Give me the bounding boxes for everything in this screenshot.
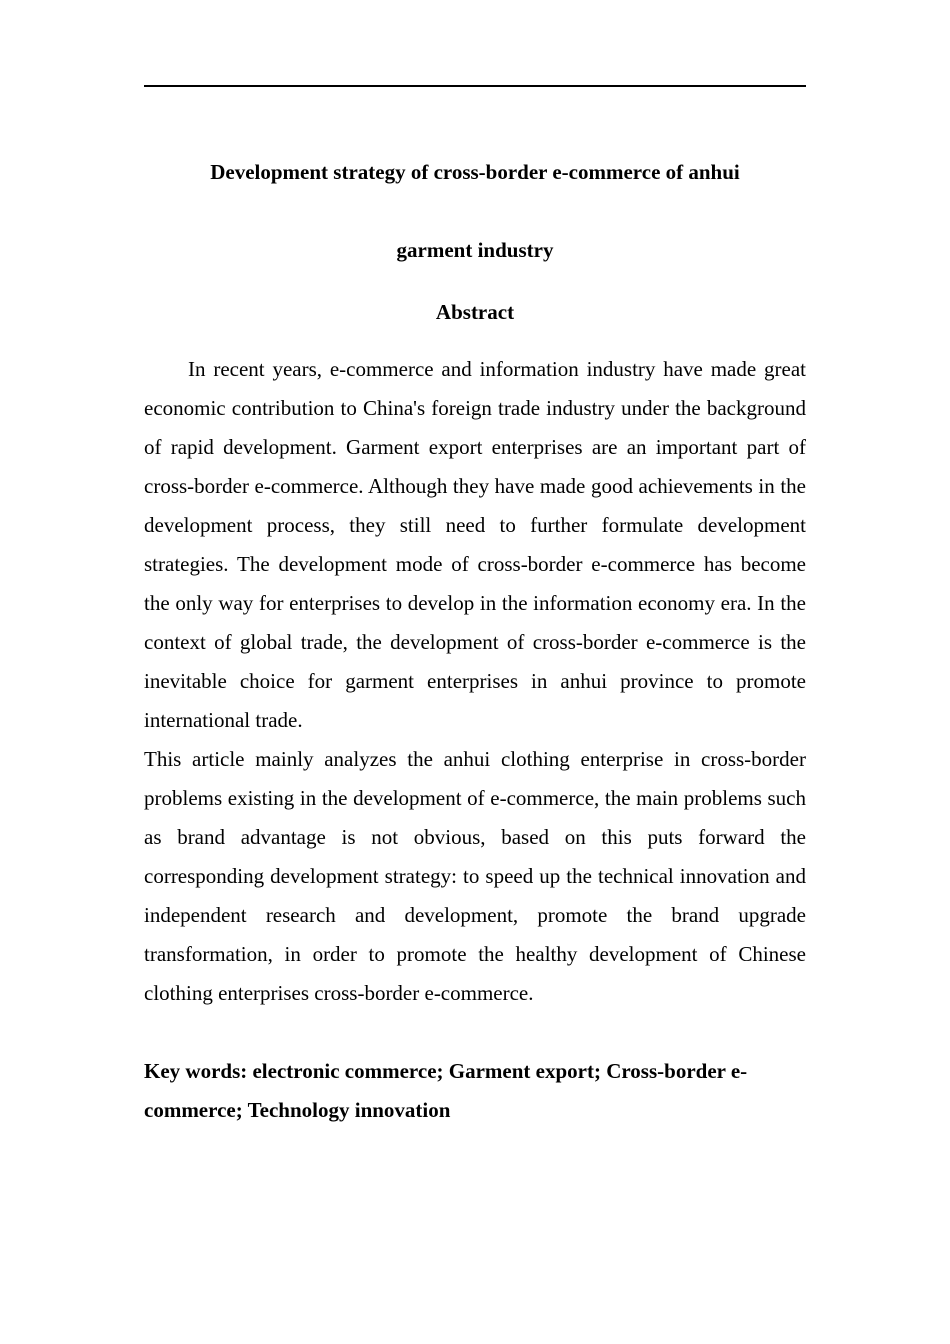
paper-title-line-2: garment industry (396, 238, 554, 262)
header-rule (144, 85, 806, 87)
abstract-body (144, 350, 806, 1013)
keywords: Key words: electronic commerce; Garment export; Cross-border e-commerce; Technology innovation (144, 1059, 748, 1122)
paper-title-line-1: Development strategy of cross-border e-commerce of anhui (210, 160, 740, 184)
paper-title (144, 133, 806, 289)
abstract-heading: Abstract (435, 300, 515, 324)
abstract-paragraph-1: In recent years, e-commerce and information industry have made great economic contribution to China's foreign trade industry under the background of rapid development. Garment export enterprises are an important part of cross-border e-commerce. Although they have made good achievements in the development process, they still need to further formulate development strategies. The development mode of cross-border e-commerce has become the only way for enterprises to develop in the information economy era. In the context of global trade, the development of cross-border e-commerce is the inevitable choice for garment enterprises in anhui province to promote international trade. (144, 357, 806, 732)
abstract-paragraph-2: This article mainly analyzes the anhui clothing enterprise in cross-border problems existing in the development of e-commerce, the main problems such as brand advantage is not obvious, based on this puts forward the corresponding development strategy: to speed up the technical innovation and independent research and development, promote the brand upgrade transformation, in order to promote the healthy development of Chinese clothing enterprises cross-border e-commerce. (144, 747, 806, 1005)
